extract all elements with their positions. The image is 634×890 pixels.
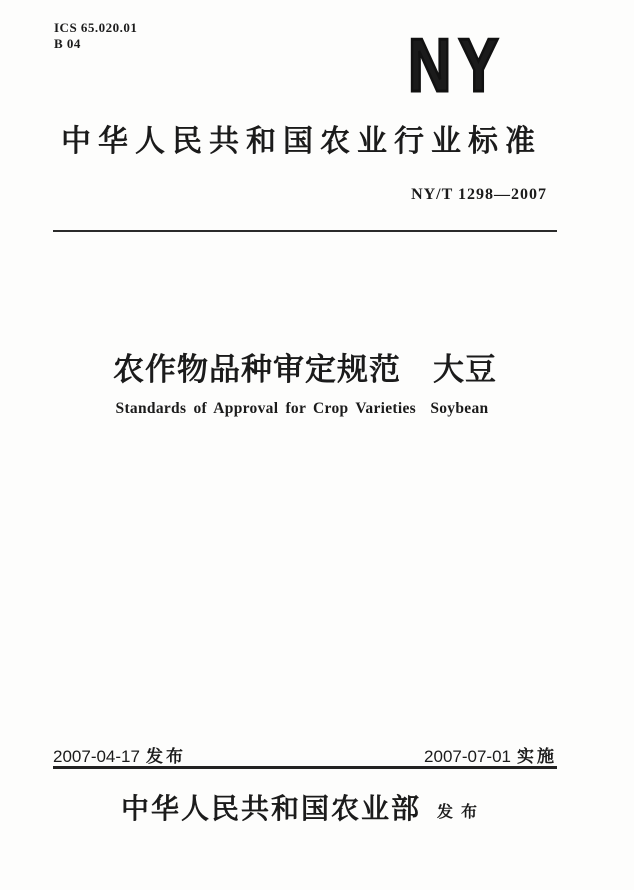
standard-number: NY/T 1298—2007	[411, 186, 547, 203]
ics-classification	[54, 20, 137, 52]
footer-divider-line	[53, 766, 557, 769]
ny-standard-logo: NY	[408, 23, 506, 107]
standard-category-title: 中华人民共和国农业行业标准	[61, 125, 542, 158]
implementation-label: 实施	[517, 747, 557, 766]
issuing-authority: 中华人民共和国农业部	[120, 793, 421, 824]
issue-label: 发布	[145, 747, 186, 766]
dates-row	[53, 742, 557, 767]
document-title-english: Standards of Approval for Crop Varieties Soybean	[115, 400, 489, 417]
ics-code: ICS 65.020.01	[54, 20, 138, 35]
implementation-date: 2007-07-01	[424, 747, 511, 766]
document-title-chinese: 农作物品种审定规范 大豆	[113, 352, 497, 387]
issue-date: 2007-04-17	[53, 747, 140, 766]
header-divider-line	[53, 230, 557, 232]
publish-label: 发布	[437, 804, 486, 822]
implementation-date-group	[424, 742, 557, 767]
issuer-row	[3, 793, 603, 825]
class-code: B 04	[54, 36, 81, 51]
issue-date-group	[53, 742, 186, 767]
